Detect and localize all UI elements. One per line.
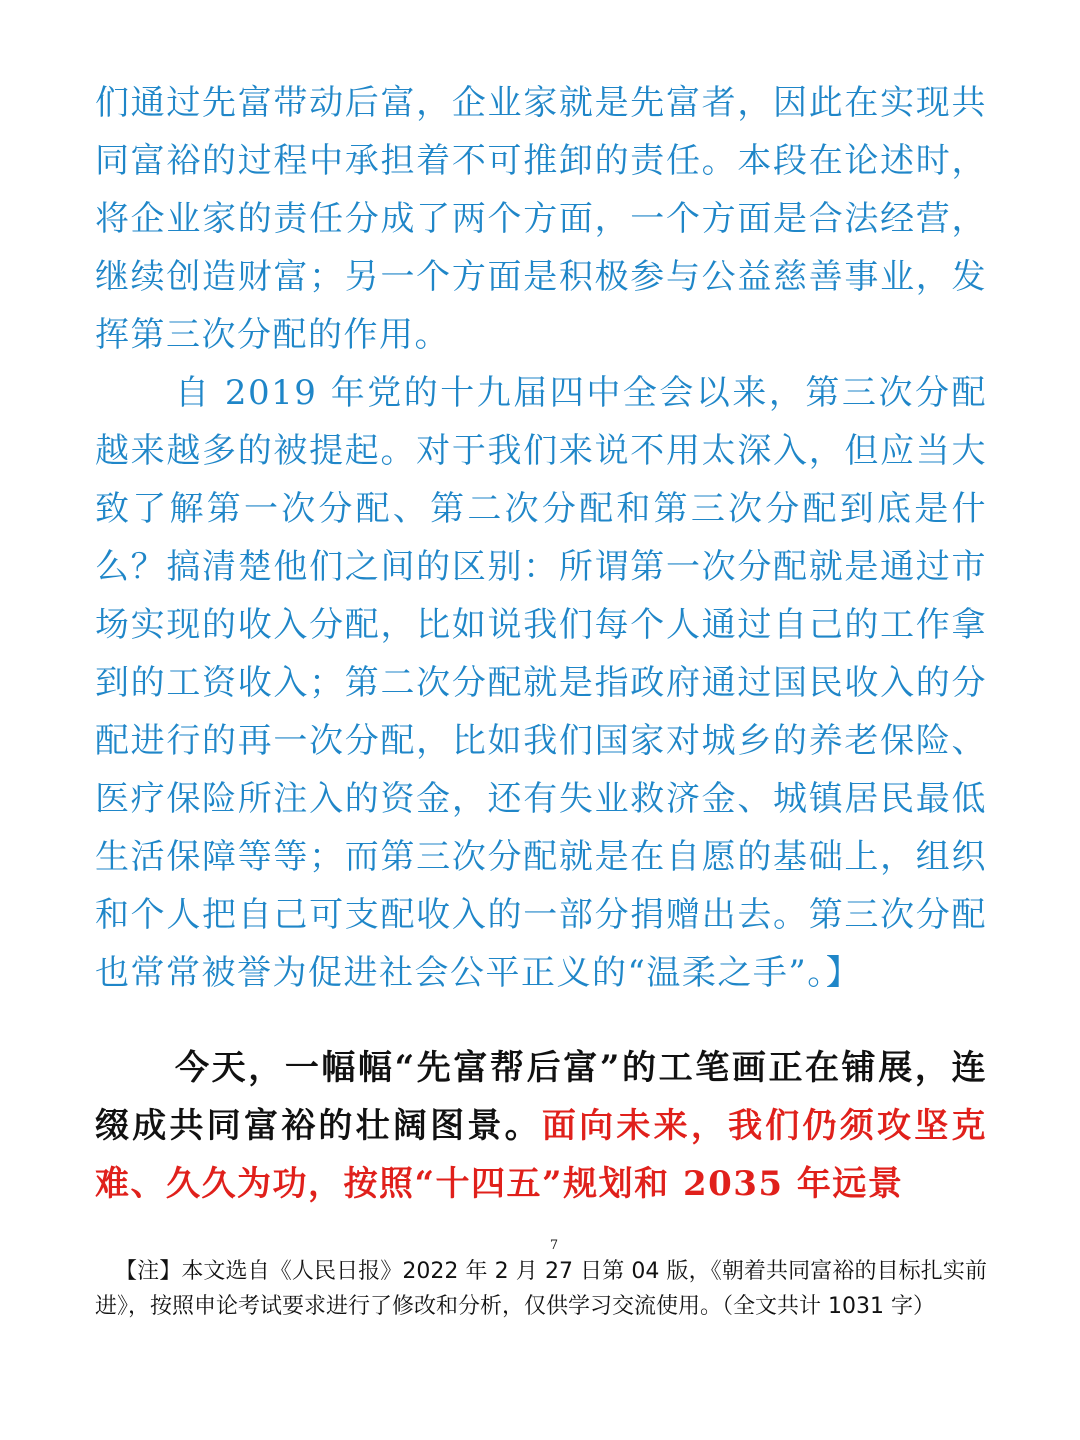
body-text-black: 今天，一幅幅“先富帮后富”的工笔画正在铺展，连缀成共同富裕的壮阔图景。 xyxy=(95,1048,987,1146)
analysis-paragraph-1: 们通过先富带动后富，企业家就是先富者，因此在实现共同富裕的过程中承担着不可推卸的责任。本段在论述时，将企业家的责任分成了两个方面，一个方面是合法经营，继续创造财富；另一个方面是积极参与公益慈善事业，发挥第三次分配的作用。 xyxy=(95,83,987,355)
body-text-highlight: 面向未来，我们仍须攻坚克难、久久为功，按照“十四五”规划和 2035 年远景 xyxy=(95,1106,988,1204)
footnote: 【注】本文选自《人民日报》2022 年 2 月 27 日第 04 版，《朝着共同富裕的目标扎实前进》，按照申论考试要求进行了修改和分析，仅供学习交流使用。（全文共计 1031 字） xyxy=(95,1259,987,1319)
page-number: 7 xyxy=(549,1238,559,1253)
analysis-paragraph-2: 自 2019 年党的十九届四中全会以来，第三次分配越来越多的被提起。对于我们来说不用太深入，但应当大致了解第一次分配、第二次分配和第三次分配到底是什么？搞清楚他们之间的区别：所谓第一次分配就是通过市场实现的收入分配，比如说我们每个人通过自己的工作拿到的工资收入；第二次分配就是指政府通过国民收入的分配进行的再一次分配，比如我们国家对城乡的养老保险、医疗保险所注入的资金，还有失业救济金、城镇居民最低生活保障等等；而第三次分配就是在自愿的基础上，组织和个人把自己可支配收入的一部分捐赠出去。第三次分配也常常被誉为促进社会公平正义的“温柔之手”。】 xyxy=(95,373,987,993)
body-paragraph xyxy=(95,1039,987,1213)
